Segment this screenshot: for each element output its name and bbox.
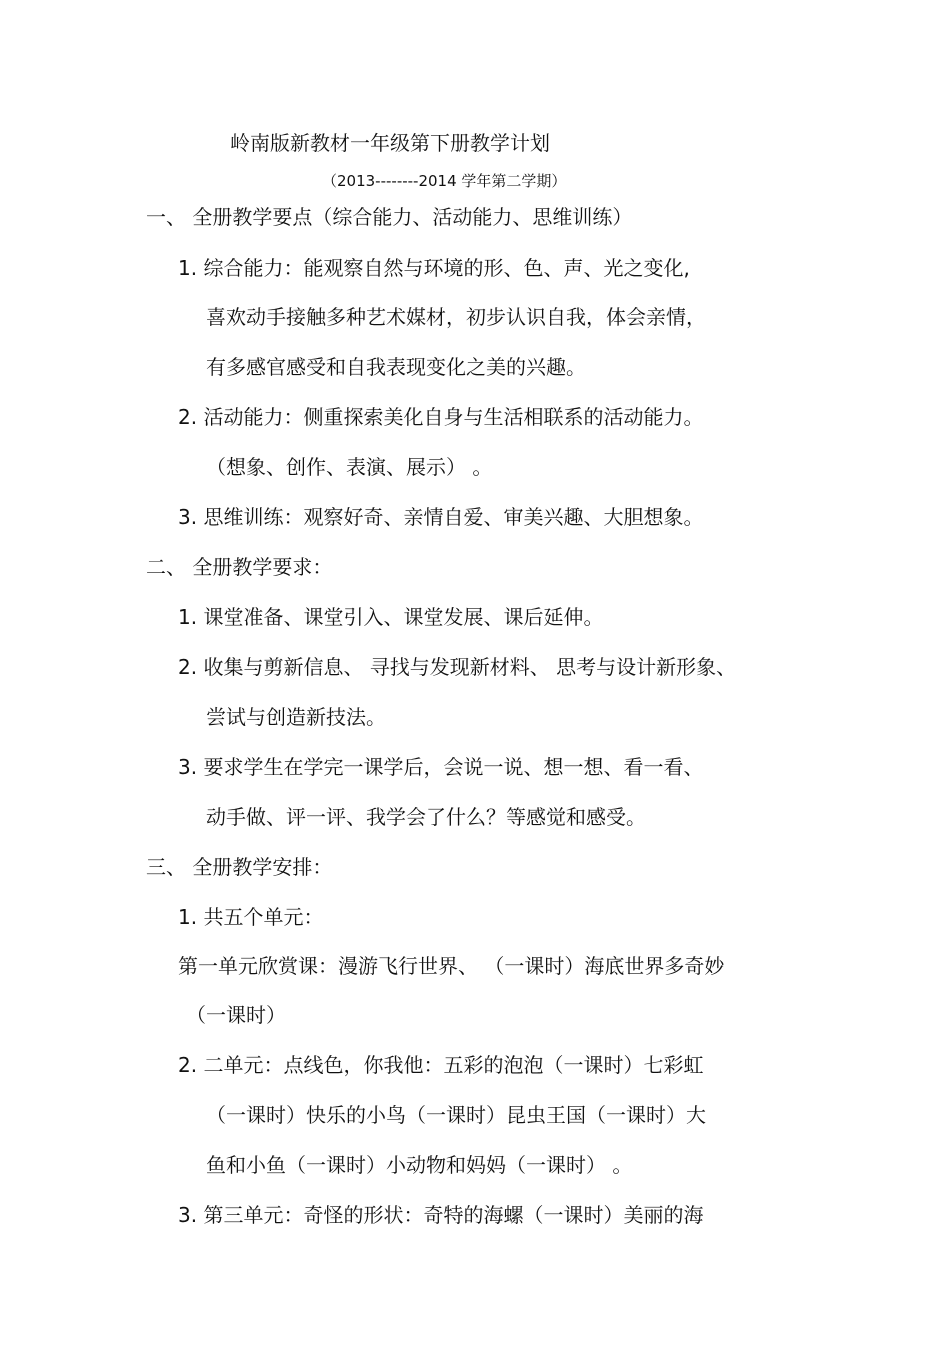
list-item-continuation: 动手做、评一评、我学会了什么？等感觉和感受。	[206, 805, 646, 829]
section-heading-1: 一、 全册教学要点（综合能力、活动能力、思维训练）	[146, 205, 633, 229]
list-item-continuation: 有多感官感受和自我表现变化之美的兴趣。	[206, 355, 586, 379]
list-item-continuation: （一课时）快乐的小鸟（一课时）昆虫王国（一课时）大	[206, 1103, 706, 1127]
paragraph-line: 第一单元欣赏课：漫游飞行世界、 （一课时）海底世界多奇妙	[178, 954, 725, 978]
list-item-continuation: （想象、创作、表演、展示） 。	[206, 455, 493, 479]
list-item-continuation: 喜欢动手接触多种艺术媒材，初步认识自我，体会亲情，	[206, 305, 706, 329]
list-item: 2. 收集与剪新信息、 寻找与发现新材料、 思考与设计新形象、	[178, 655, 737, 679]
section-heading-3: 三、 全册教学安排：	[146, 855, 333, 879]
list-item: 2. 活动能力：侧重探索美化自身与生活相联系的活动能力。	[178, 405, 704, 429]
list-item: 2. 二单元：点线色，你我他：五彩的泡泡（一课时）七彩虹	[178, 1053, 704, 1077]
list-item: 1. 共五个单元：	[178, 905, 324, 929]
document-subtitle: （2013--------2014 学年第二学期）	[322, 172, 567, 190]
list-item-continuation: 尝试与创造新技法。	[206, 705, 386, 729]
list-item-continuation: 鱼和小鱼（一课时）小动物和妈妈（一课时） 。	[206, 1153, 633, 1177]
section-heading-2: 二、 全册教学要求：	[146, 555, 333, 579]
list-item: 3. 要求学生在学完一课学后，会说一说、想一想、看一看、	[178, 755, 704, 779]
paragraph-line: （一课时）	[186, 1003, 286, 1027]
document-title: 岭南版新教材一年级第下册教学计划	[230, 131, 550, 155]
list-item: 1. 课堂准备、课堂引入、课堂发展、课后延伸。	[178, 605, 604, 629]
list-item: 3. 第三单元：奇怪的形状：奇特的海螺（一课时）美丽的海	[178, 1203, 704, 1227]
list-item: 3. 思维训练：观察好奇、亲情自爱、审美兴趣、大胆想象。	[178, 505, 704, 529]
list-item: 1. 综合能力：能观察自然与环境的形、色、声、光之变化,	[178, 256, 690, 280]
